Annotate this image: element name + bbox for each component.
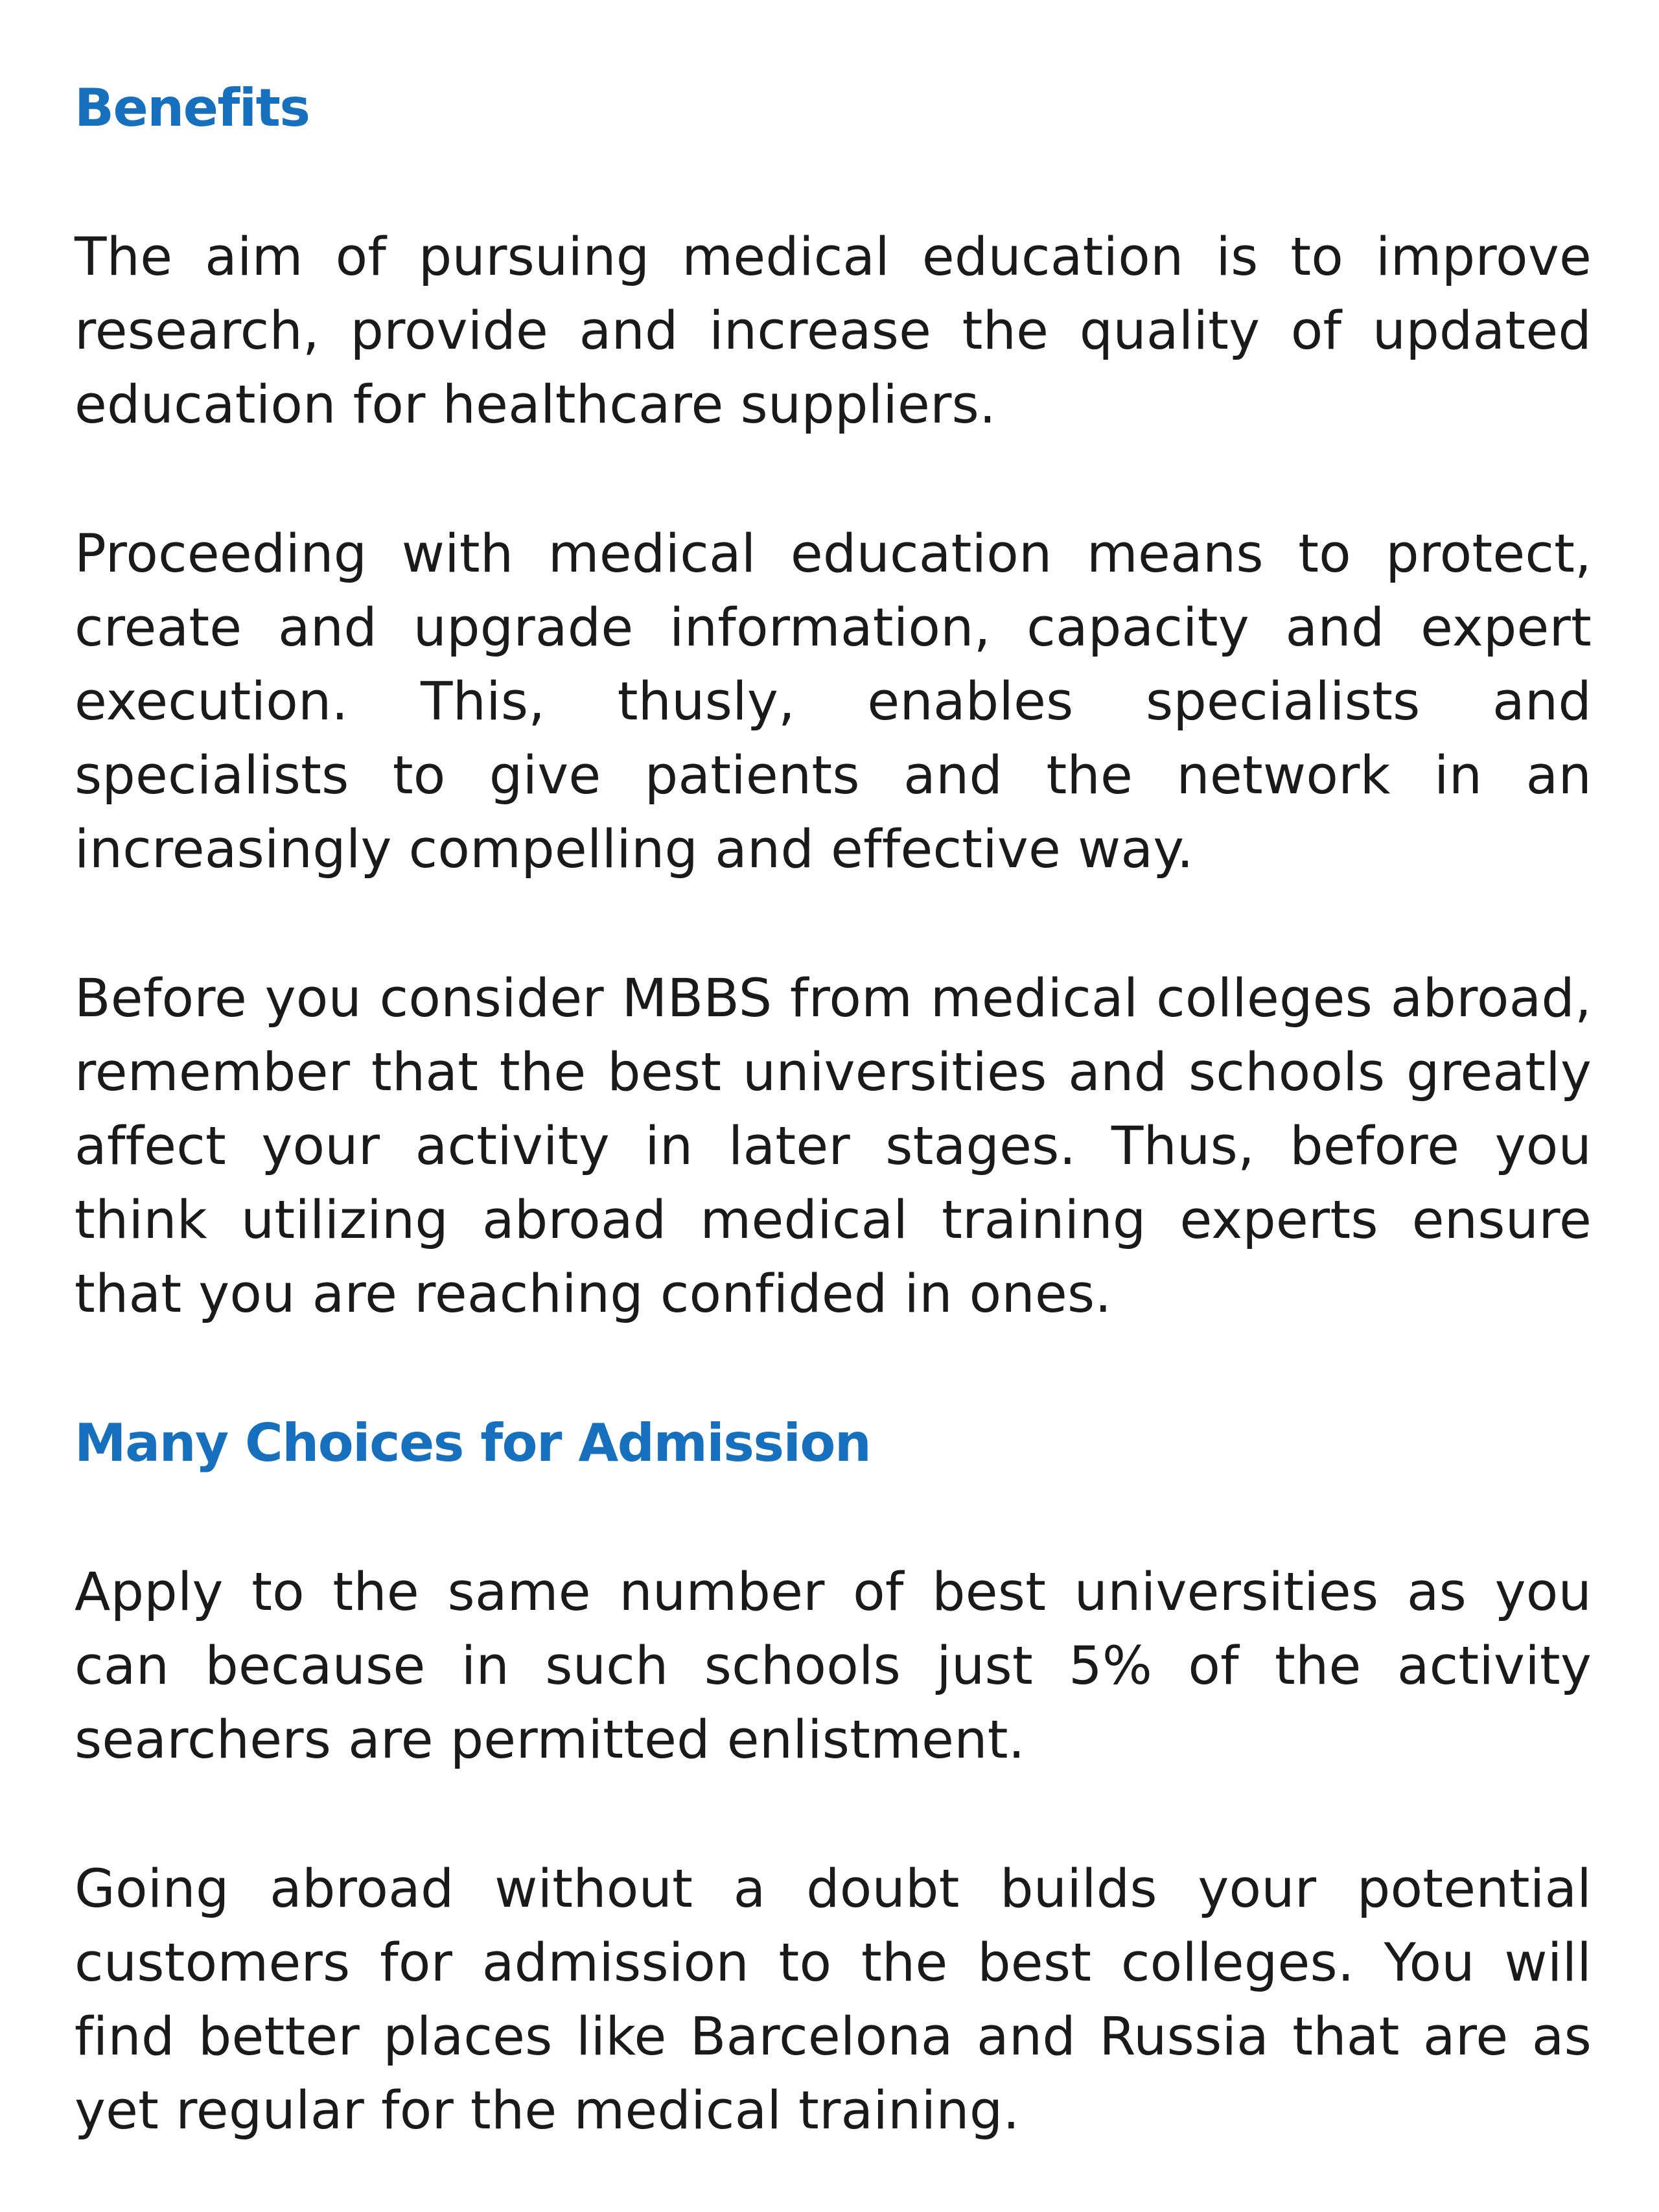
section-heading-admission: Many Choices for Admission [75, 1413, 871, 1473]
paragraph: Before you consider MBBS from medical colleges abroad, remember that the best universities and schools greatly affect your activity in later stages. Thus, before you think utilizing abroad medical training experts ensure that you are reaching confided in ones. [75, 968, 1592, 1325]
paragraph: Going abroad without a doubt builds your potential customers for admission to the best colleges. You will find better places like Barcelona and Russia that are as yet regular for the medical training. [75, 1859, 1592, 2141]
section-heading-benefits: Benefits [75, 78, 310, 138]
paragraph: Proceeding with medical education means to protect, create and upgrade information, capacity and expert execution. This, thusly, enables specialists and specialists to give patients and the network in an increasingly compelling and effective way. [75, 524, 1592, 880]
paragraph: Apply to the same number of best universities as you can because in such schools just 5% of the activity searchers are permitted enlistment. [75, 1562, 1592, 1771]
paragraph: The aim of pursuing medical education is to improve research, provide and increase the quality of updated education for healthcare suppliers. [75, 227, 1592, 436]
